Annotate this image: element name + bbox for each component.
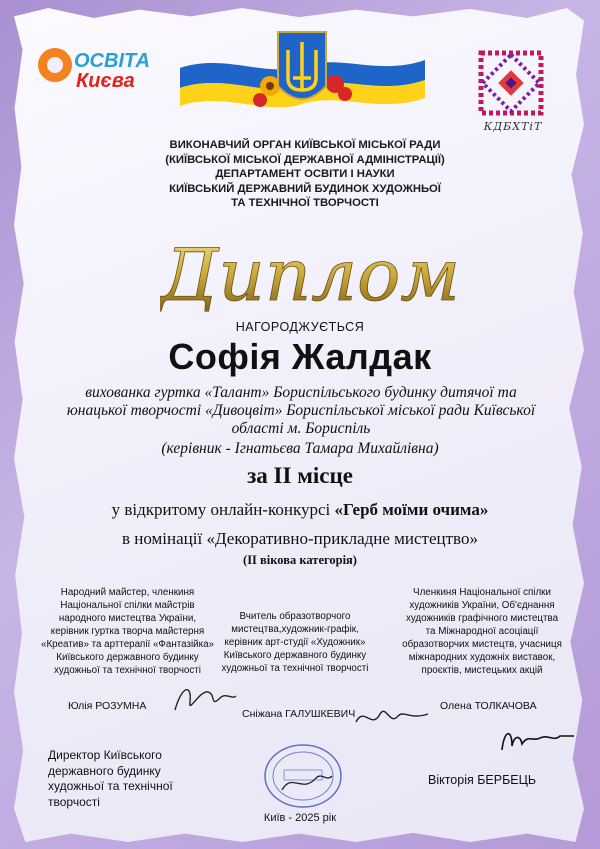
jury-role-3: Членкиня Національної спілки художників України, Об'єднання художників графічного мистецтва та Міжнародної асоціації образотворчих мистецтв, учасниця міжнародних художніх виставок, проєктів, мистецьких акцій xyxy=(402,587,562,676)
signature-3 xyxy=(498,720,578,756)
jury-name-1: Юлія РОЗУМНА xyxy=(68,700,147,712)
contest-line xyxy=(40,500,560,520)
flag-trident-emblem xyxy=(175,28,430,118)
diploma-title xyxy=(160,218,460,323)
diploma-title-text: Диплом xyxy=(160,233,460,317)
logo-line2: Києва xyxy=(76,70,135,92)
director-title: Директор Київського державного будинку художньої та технічної творчості xyxy=(48,748,173,809)
header-line: (КИЇВСЬКОЇ МІСЬКОЇ ДЕРЖАВНОЇ АДМІНІСТРАЦІЇ) xyxy=(165,153,445,166)
footer-city-year: Київ - 2025 рік xyxy=(263,812,337,824)
age-category: (ІІ вікова категорія) xyxy=(243,553,357,567)
recipient-description: вихованка гуртка «Талант» Бориспільського будинку дитячої та юнацької творчості «Дивоцвіт» Бориспільської міської ради Київської області м. Бориспіль xyxy=(66,384,536,437)
jury-name-3: Олена ТОЛКАЧОВА xyxy=(440,700,537,712)
supervisor-line: (керівник - Ігнатьєва Тамара Михайлівна) xyxy=(161,440,439,457)
place-award: за ІІ місце xyxy=(247,463,353,488)
header-line: КИЇВСЬКИЙ ДЕРЖАВНИЙ БУДИНОК ХУДОЖНЬОЇ xyxy=(169,182,441,195)
contest-prefix: у відкритому онлайн-конкурсі xyxy=(111,500,335,519)
signature-1 xyxy=(170,680,240,716)
header-line: ДЕПАРТАМЕНТ ОСВІТИ І НАУКИ xyxy=(215,168,395,181)
logo-line1: ОСВІТА xyxy=(74,50,150,72)
jury-name-2: Сніжана ГАЛУШКЕВИЧ xyxy=(242,708,356,720)
signature-2 xyxy=(352,700,432,734)
header-organization xyxy=(100,138,510,211)
osvita-kyieva-logo xyxy=(38,48,168,98)
embroidery-ornament-icon xyxy=(462,46,560,126)
header-line: ТА ТЕХНІЧНОЇ ТВОРЧОСТІ xyxy=(231,197,379,210)
header-line: ВИКОНАВЧИЙ ОРГАН КИЇВСЬКОЇ МІСЬКОЇ РАДИ xyxy=(169,139,441,151)
contest-name: «Герб моїми очима» xyxy=(334,500,489,519)
recipient-name: Софія Жалдак xyxy=(168,336,432,377)
nomination-line: в номінації «Декоративно-прикладне мистецтво» xyxy=(122,529,478,548)
emblem-label: КДБХТіТ xyxy=(483,120,543,133)
director-name: Вікторія БЕРБЕЦЬ xyxy=(428,773,537,787)
jury-role-1: Народний майстер, членкиня Національної спілки майстрів народного мистецтва України, керівник гуртка творча майстерня «Креатив» та арттерапії «Фантазійка» Київського державного будинку художньої та технічної творчості xyxy=(41,587,214,676)
official-stamp xyxy=(262,742,344,810)
jury-role-2: Вчитель образотворчого мистецтва,художник-графік, керівник арт-студії «Художник» Київського державного будинку художньої та технічної творчості xyxy=(221,611,369,674)
awarded-label: НАГОРОДЖУЄТЬСЯ xyxy=(235,320,365,334)
logo-circle-icon xyxy=(38,48,72,82)
